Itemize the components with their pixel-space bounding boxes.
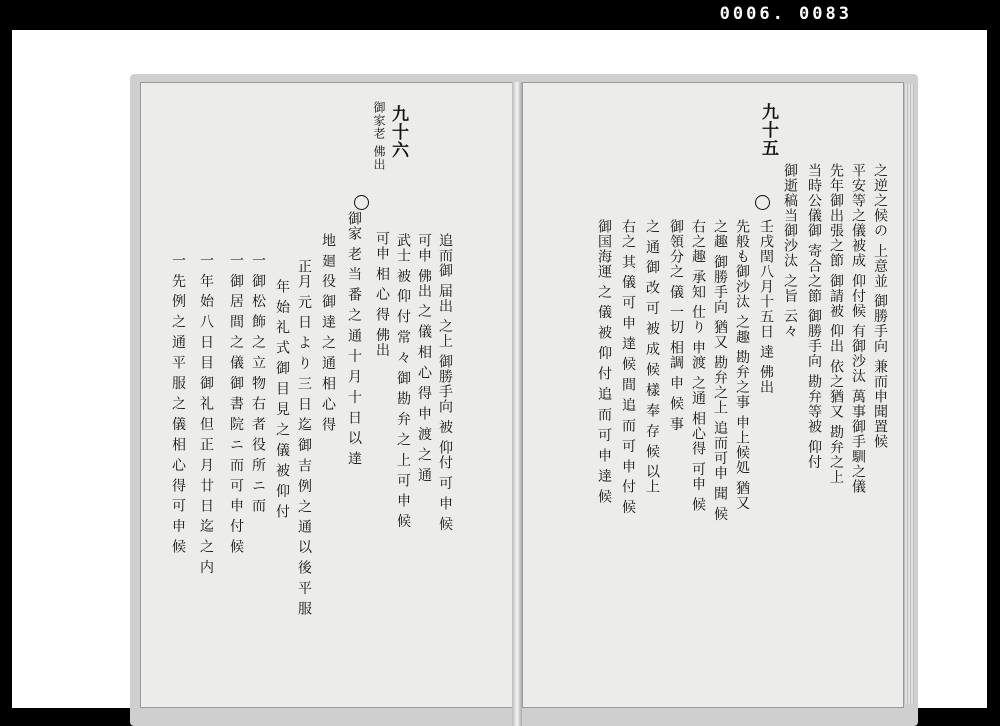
text-column: 右之 其 儀 可 申 達 候 間 追 而 可 申 付 候 (620, 219, 636, 515)
text-column: 追而御 届出 之上 御勝手向 被 仰付 可 申 候 (437, 233, 453, 532)
text-column: 正月 元 日 よ り 三 日 迄 御 吉 例 之 通 以 後 平 服 (296, 259, 312, 617)
text-column: 可申 佛出 之 儀 相 心 得 申 渡 之 通 (416, 233, 432, 483)
open-book (130, 74, 918, 726)
left-page (140, 82, 514, 708)
left-page-note: 御家老 佛出 (372, 101, 386, 171)
text-column: 壬戌閏八月十五日 達 佛出 (758, 219, 774, 395)
text-column: 右之趣 承知 仕り 申渡 之通 相心得 可申 候 (690, 219, 706, 513)
text-column: 之趣 御勝手向 猶又 勘弁之上 追而可申 聞 候 (712, 219, 728, 522)
text-column: 先年御出張之節 御請被 仰出 依之猶又 勘弁之上 (828, 163, 844, 485)
text-column: 地 廻 役 御 達 之 通 相 心 得 (320, 233, 336, 433)
right-page-number: 九十五 (758, 103, 778, 157)
text-column: 武士 被 仰 付 常 々 御 勘 弁 之 上 可 申 候 (395, 233, 411, 529)
right-page (522, 82, 904, 708)
text-column: 一 御 松 飾 之 立 物 右 者 役 所 ニ 而 (250, 253, 266, 514)
left-page-number: 九十六 (388, 105, 408, 159)
text-column: 御家 老 当 番 之 通 十 月 十 日 以 達 (346, 211, 362, 466)
text-column: 一 年 始 八 日 目 御 礼 但 正 月 廿 日 迄 之 内 (198, 253, 214, 575)
text-column: 年 始 礼 式 御 目 見 之 儀 被 仰 付 (274, 279, 290, 519)
page-edges (904, 84, 914, 704)
text-column: 御逝稿当御沙汰 之旨 云々 (782, 163, 798, 339)
book-spine (512, 82, 522, 726)
text-column: 一 先 例 之 通 平 服 之 儀 相 心 得 可 申 候 (170, 253, 186, 555)
text-column: 之逆之候の 上意並 御勝手向 兼而申聞置候 (872, 163, 888, 450)
circle-mark (354, 195, 369, 210)
text-column: 当時公儀御 寄合之節 御勝手向 勘弁等被 仰付 (806, 163, 822, 470)
text-column: 可申 相 心 得 佛出 (374, 231, 390, 358)
film-frame-number: 0006. 0083 (719, 4, 852, 24)
text-column: 之 通 御 改 可 被 成 候 樣 奉 存 候 以上 (644, 219, 660, 495)
text-column: 御領分之 儀 一切 相調 申 候 事 (668, 219, 684, 432)
circle-mark (755, 195, 770, 210)
text-column: 平安等之儀被成 仰付候 有御沙汰 萬事御手馴之儀 (850, 163, 866, 495)
text-column: 一 御 居 間 之 儀 御 書 院 ニ 而 可 申 付 候 (228, 253, 244, 555)
text-column: 御国海運 之 儀 被 仰 付 追 而 可 申 達 候 (596, 219, 612, 504)
text-column: 先般も御沙汰 之趣 勘弁之事 申上候処 猶又 (734, 219, 750, 511)
scan-background (12, 30, 987, 708)
